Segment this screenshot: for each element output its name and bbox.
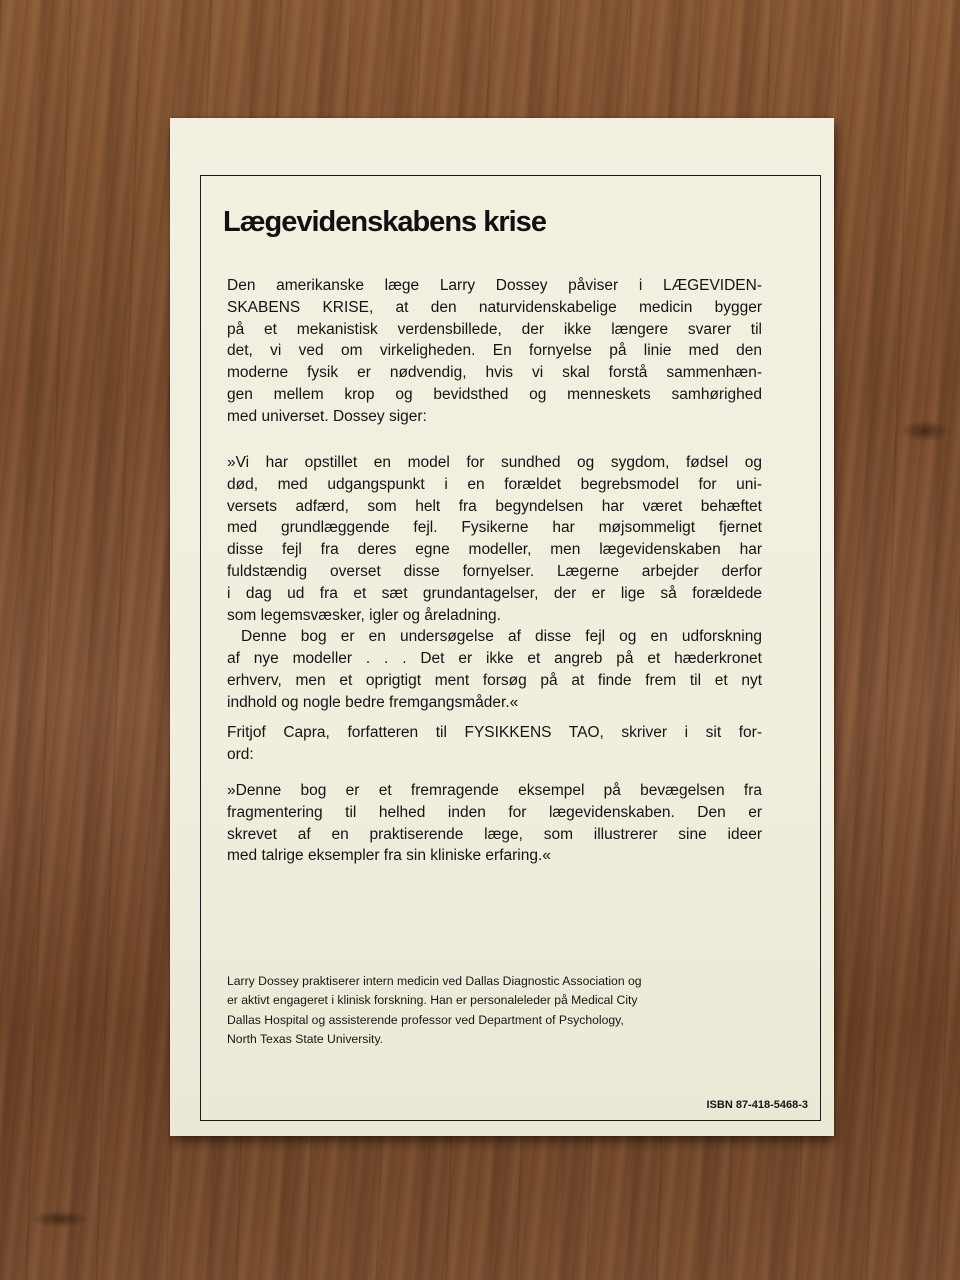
dossey-quote	[227, 452, 762, 714]
text-line: fragmentering til helhed inden for lægevidenskaben. Den er	[227, 803, 762, 821]
text-line: med grundlæggende fejl. Fysikerne har møjsommeligt fjernet	[227, 519, 762, 537]
intro-paragraph	[227, 275, 762, 428]
capra-intro	[227, 722, 762, 766]
text-line: indhold og nogle bedre fremgangsmåder.«	[227, 693, 519, 711]
text-line: SKABENS KRISE, at den naturvidenskabelige medicin bygger	[227, 298, 762, 316]
text-line: Den amerikanske læge Larry Dossey påviser i LÆGEVIDEN-	[227, 277, 762, 294]
text-line: ord:	[227, 745, 254, 763]
text-line: med talrige eksempler fra sin kliniske erfaring.«	[227, 847, 551, 865]
book-back-cover	[170, 118, 834, 1136]
bio-line: North Texas State University.	[227, 1031, 384, 1046]
text-line: på et mekanistisk verdensbillede, der ikke længere svarer til	[227, 320, 762, 338]
book-title: Lægevidenskabens krise	[223, 206, 546, 238]
text-line: i dag ud fra et sæt grundantagelser, der er lige så forældede	[227, 584, 762, 602]
text-line: moderne fysik er nødvendig, hvis vi skal forstå sammenhæn-	[227, 364, 762, 382]
wood-knot	[900, 420, 950, 442]
text-line: det, vi ved om virkeligheden. En fornyelse på linie med den	[227, 342, 762, 360]
text-line: erhverv, men et oprigtigt ment forsøg på at finde frem til et nyt	[227, 671, 762, 689]
bio-line: er aktivt engageret i klinisk forskning. Han er personaleleder på Medical City	[227, 993, 638, 1008]
isbn-number: ISBN 87-418-5468-3	[706, 1099, 808, 1111]
text-line: af nye modeller . . . Det er ikke et angreb på et hæderkronet	[227, 650, 762, 668]
bio-line: Larry Dossey praktiserer intern medicin ved Dallas Diagnostic Association og	[227, 974, 642, 988]
text-line: som legemsvæsker, igler og åreladning.	[227, 606, 501, 624]
text-line: disse fejl fra deres egne modeller, men lægevidenskaben har	[227, 541, 762, 559]
author-bio	[227, 972, 762, 1049]
text-line: »Denne bog er et fremragende eksempel på bevægelsen fra	[227, 782, 762, 799]
bio-line: Dallas Hospital og assisterende professor ved Department of Psychology,	[227, 1012, 624, 1027]
text-line: gen mellem krop og bevidsthed og menneskets samhørighed	[227, 385, 762, 403]
text-line: med universet. Dossey siger:	[227, 407, 427, 425]
capra-quote	[227, 780, 762, 867]
text-line: fuldstændig overset disse fornyelser. Lægerne arbejder derfor	[227, 562, 762, 580]
text-line: versets adfærd, som helt fra begyndelsen har været behæftet	[227, 497, 762, 515]
wood-knot	[30, 1210, 90, 1228]
text-line: »Vi har opstillet en model for sundhed og sygdom, fødsel og	[227, 454, 762, 471]
text-line: død, med udgangspunkt i en forældet begrebsmodel for uni-	[227, 475, 762, 493]
text-line: Denne bog er en undersøgelse af disse fejl og en udforskning	[241, 628, 762, 646]
text-line: skrevet af en praktiserende læge, som illustrerer sine ideer	[227, 825, 762, 843]
text-line: Fritjof Capra, forfatteren til FYSIKKENS TAO, skriver i sit for-	[227, 724, 762, 741]
